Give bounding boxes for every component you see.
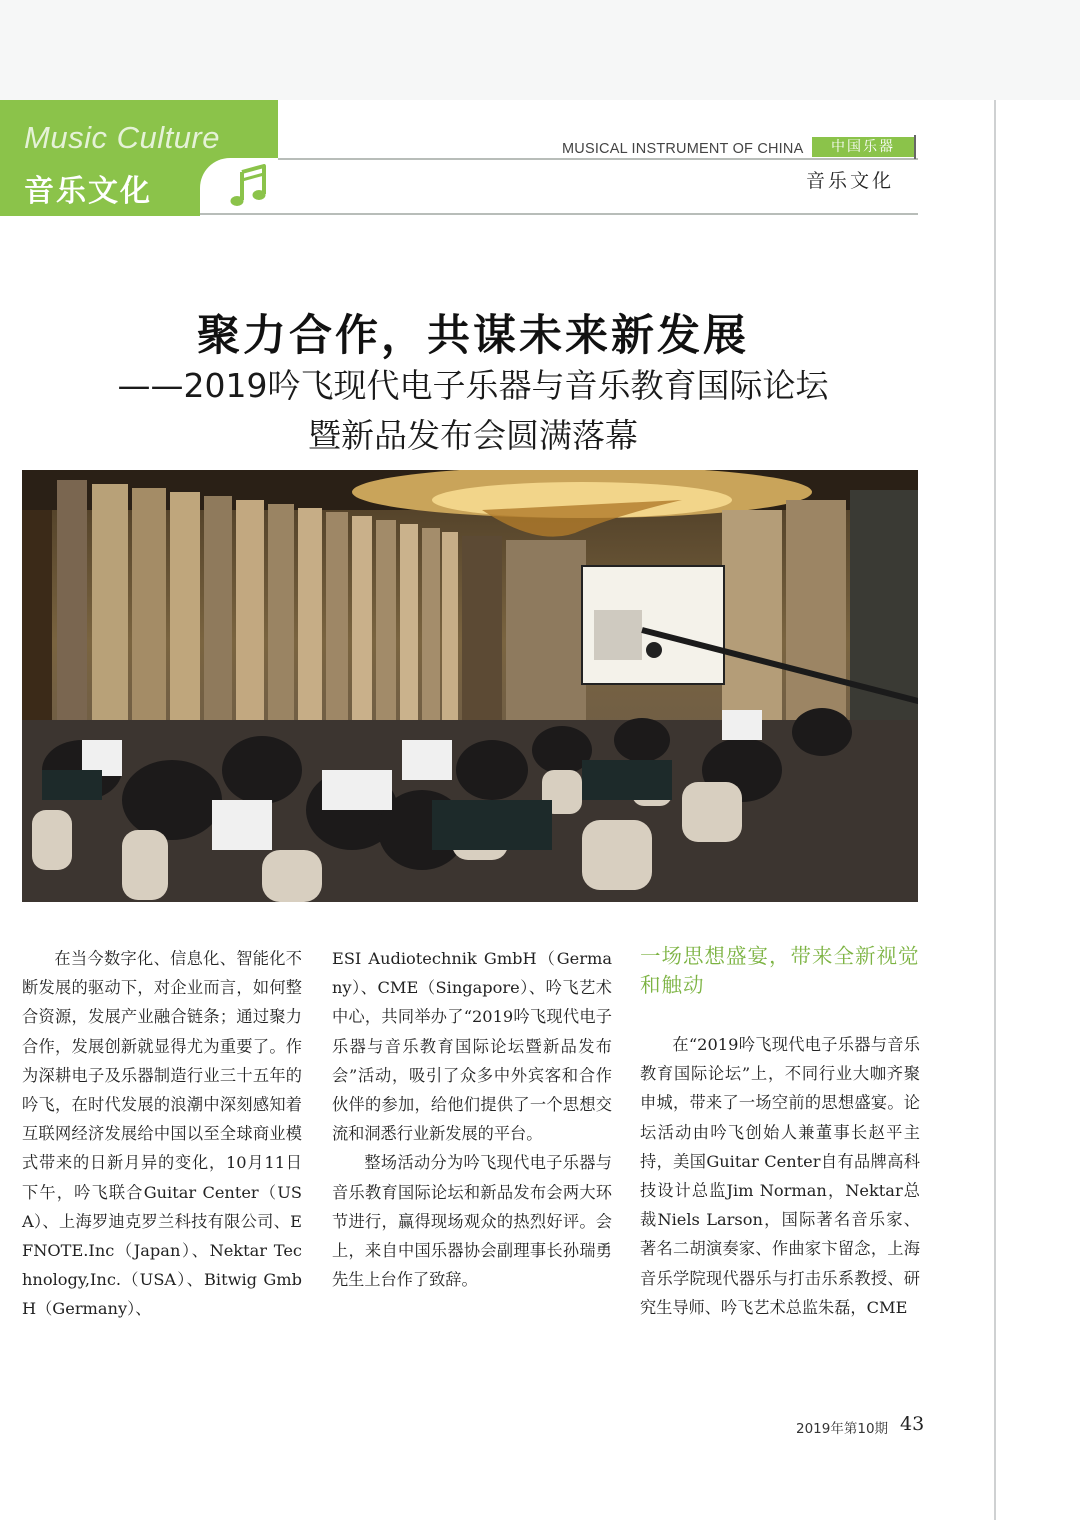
conference-hall-photo <box>22 470 918 902</box>
paragraph: 在当今数字化、信息化、智能化不断发展的驱动下，对企业而言，如何整合资源，发展产业融合链条；通过聚力合作，发展创新就显得尤为重要了。作为深耕电子及乐器制造行业三十五年的吟飞，在时代发展的浪潮中深刻感知着互联网经济发展给中国以至全球商业模式带来的日新月异的变化，10月11日下午，吟飞联合Guitar Center（USA）、上海罗迪克罗兰科技有限公司、EFNOTE.Inc（Japan）、Nektar Technology,Inc.（USA）、Bitwig GmbH（Germany）、 <box>22 949 302 1319</box>
paragraph: ESI Audiotechnik GmbH（Germany）、CME（Singapore）、吟飞艺术中心，共同举办了“2019吟飞现代电子乐器与音乐教育国际论坛暨新品发布会”活动，吸引了众多中外宾客和合作伙伴的参加，给他们提供了一个思想交流和洞悉行业新发展的平台。 <box>332 949 612 1144</box>
badge-edge <box>914 135 916 159</box>
magazine-title: MUSICAL INSTRUMENT OF CHINA <box>562 141 804 157</box>
photo-illustration <box>22 470 918 902</box>
note-badge <box>200 158 290 216</box>
section-subhead: 一场思想盛宴，带来全新视觉和触动 <box>640 944 920 997</box>
magazine-badge: 中国乐器 <box>812 137 914 157</box>
header-divider-lower <box>200 213 918 215</box>
page-edge-rule <box>994 100 996 1520</box>
page-number: 43 <box>900 1413 925 1435</box>
section-title-en: Music Culture <box>24 120 220 155</box>
article-title: 聚力合作，共谋未来新发展 <box>197 311 749 361</box>
article-subtitle-line1: ——2019吟飞现代电子乐器与音乐教育国际论坛 <box>117 366 829 405</box>
article-subtitle-line2: 暨新品发布会圆满落幕 <box>308 416 638 455</box>
body-column-1 <box>22 944 302 1324</box>
top-margin <box>0 0 1080 100</box>
running-section-title: 音乐文化 <box>806 170 895 192</box>
paragraph: 整场活动分为吟飞现代电子乐器与音乐教育国际论坛和新品发布会两大环节进行，赢得现场观众的热烈好评。会上，来自中国乐器协会副理事长孙瑞勇先生上台作了致辞。 <box>332 1153 612 1290</box>
paragraph: 在“2019吟飞现代电子乐器与音乐教育国际论坛”上，不同行业大咖齐聚申城，带来了一场空前的思想盛宴。论坛活动由吟飞创始人兼董事长赵平主持，美国Guitar Center自有品牌高科技设计总监Jim Norman，Nektar总裁Niels Larson，国际著名音乐家、著名二胡演奏家、作曲家卞留念，上海音乐学院现代器乐与打击乐系教授、研究生导师、吟飞艺术总监朱磊，CME <box>640 1035 920 1317</box>
section-title-zh: 音乐文化 <box>24 174 152 209</box>
header-divider <box>278 158 918 160</box>
issue-label: 2019年第10期 <box>796 1421 889 1437</box>
body-column-2 <box>332 944 612 1294</box>
body-column-3 <box>640 1030 920 1322</box>
music-note-icon <box>230 164 270 210</box>
